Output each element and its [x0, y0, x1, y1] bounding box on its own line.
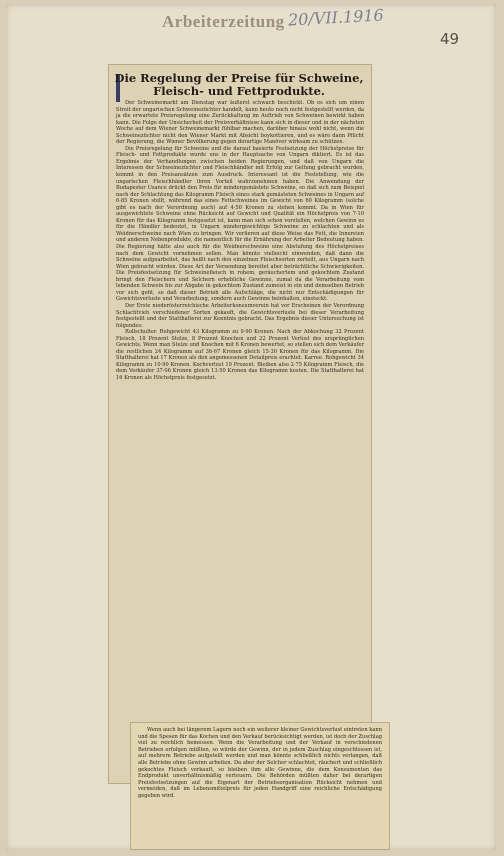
article-paragraph: Der Schweinemarkt am Dienstag war äußerst schwach beschickt. Ob es sich um einen Streit der ungarischen Schweinezüchter handelt, kann heute noch nicht festgestellt werden, da ja die erwartete Preisregelung eine Zurückhaltung im Auftrieb von Schweinen bewirkt haben kann. Die Folge der Unsicherheit der Preisverhältnisse kann sich in dieser und in der nächsten Woche auf dem Wiener Schweinemarkt fühlbar machen, darüber hinaus wohl nicht, wenn die Schweinezüchter nicht den Wiener Markt mit Absicht boykottieren, und es wäre dann Pflicht der Regierung, die Wiener Bevölkerung gegen derartige Manöver wirksam zu schützen.: [116, 100, 364, 146]
article-paragraph: Rollschulter. Rohgewicht 43 Kilogramm zu 9·90 Kronen. Nach der Abkochung 32 Prozent Fleisch, 18 Prozent Stelze, 8 Prozent Knochen und 22 Prozent Verlust des ursprünglichen Gewichts. Wenn man Stelze und Knochen mit 6 Kronen bewertet, so stellen sich dem Verkäufer die restlichen 24 Kilogramm auf 36·67 Kronen gleich 15·30 Kronen für das Kilogramm. Die Statthalterei hat 17 Kronen als den angemessenen Detailpreis erachtet. Karree. Rohgewicht 34 Kilogramm zu 10·90 Kronen. Kochverlust 19 Prozent. Bleiben also 2·75 Kilogramm Fleisch, die dem Verkäufer 37·06 Kronen gleich 13·50 Kronen das Kilogramm kosten. Die Statthalterei hat 16 Kronen als Höchstpreis festgesetzt.: [116, 329, 364, 381]
handwritten-date: 20/VII.1916: [287, 5, 385, 30]
article-paragraph: Der Erste niederösterreichische Arbeiterkonsumverein hat vor Erscheinen der Verordnung Schlachtvieh verschiedener Sorten gekauft, die Gewichtsverluste bei dieser Verarbeitung festgestellt und der Statthalterei zur Kenntnis gebracht. Das Ergebnis dieser Untersuchung ist folgendes:: [116, 302, 364, 329]
newspaper-name-stamp: Arbeiterzeitung: [162, 12, 285, 31]
article-title: [114, 72, 364, 98]
article-title-line-1: Die Regelung der Preise für Schweine,: [114, 71, 364, 85]
article-paragraph: Die Preisregelung für Schweine und die darauf basierte Festsetzung der Höchstpreise für Fleisch- und Fettprodukte wurde uns in der Hauptsache von Ungarn diktiert. Es ist das Ergebnis der Verhandlungen zwischen beiden Regierungen, und daß von Ungarn die Interessen der Schweinezüchter und Fleischhändler mit Erfolg zur Geltung gebracht wurden, kommt in den Preisansätzen zum Ausdruck. Interessant ist die Feststellung, wie die ungarischen Fleischhändler ihren Vorteil wahrzunehmen haben. Die Anwendung der Budapester Usance drückt den Preis für mindergemästete Schweine, so daß sich zum Beispiel nach der Schlachtung das Kilogramm Fleisch eines stark gemästeten Schweines in Ungarn auf 6·85 Kronen stellt, während das eines Fettschweines im Gewicht von 60 Kilogramm (solche gibt es nach der Verordnung auch) auf 4·50 Kronen zu stehen kommt. Da in Wien für ausgewichtete Schweine ohne Rücksicht auf Gewicht und Qualität ein Höchstpreis von 7·10 Kronen für das Kilogramm festgesetzt ist, kann man sich schon vorstellen, welchen Gewinn es für die Händler bedeutet, in Ungarn mindergewichtige Schweine zu schlachten und als Weidnerschweine nach Wien zu bringen. Wir verlieren auf diese Weise das Fett, die Innereien und anderen Nebenprodukte, die namentlich für die Ernährung der Arbeiter Bedeutung haben. Die Regierung hätte also auch für die Weidnerschweine eine Abstufung des Höchstpreises nach dem Gewicht vornehmen sollen. Man könnte vielleicht einwenden, daß dann die Schweine aufgearbeitet, das heißt nach den einzelnen Fleischsorten zerteilt, aus Ungarn nach Wien gebracht würden. Diese Art der Versendung bereitet aber beträchtliche Schwierigkeiten. Die Preisfestsetzung für Schweinefleisch in rohem, geräuchertem und gekochtem Zustand bringt den Fleischern und Selchern erhebliche Gewinne, zumal da die Verarbeitung vom lebenden Schwein bis zur Abgabe in gekochtem Zustand zumeist in ein und demselben Betrieb vor sich geht, so daß dieser Betrieb alle Aufschläge, die nicht nur Entschädigungen für Gewichtsverluste und Verarbeitung, sondern auch Gewinne beinhalten, einsteckt.: [116, 145, 364, 303]
article-title-line-2: Fleisch- und Fettprodukte.: [153, 84, 325, 98]
article-body: [116, 100, 364, 382]
article-paragraph: Wenn auch bei längerem Lagern noch ein weiterer kleiner Gewichtsverlust eintreten kann und die Spesen für das Kochen und den Verkauf berücksichtigt werden, ist doch der Zuschlag viel zu reichlich bemessen. Wenn die Verarbeitung und der Verkauf in verschiedenen Betrieben erfolgen müßten, so würde der Gewinn, der in jedem Zuschlag eingeschlossen ist, auf mehrere Betriebe aufgeteilt werden und man könnte schließlich nichts verlangen, daß alle Betriebe ohne Gewinn arbeiten. Da aber der Selcher schlachtet, räuchert und schließlich gekochtes Fleisch verkauft, so bleiben ihm alle Gewinne, die dem Konsumenten das Endprodukt unverhältnismäßig verteuern. Die Behörden müßten daher bei derartigen Preisfestsetzungen auf die Eigenart der Betriebsorganisation Rücksicht nehmen und vermeiden, daß im Lebensmittelpreis für jeden Handgriff eine reichliche Entschädigung gegeben wird.: [138, 727, 382, 799]
article-continuation: [138, 727, 382, 800]
page-number: 49: [440, 30, 460, 48]
